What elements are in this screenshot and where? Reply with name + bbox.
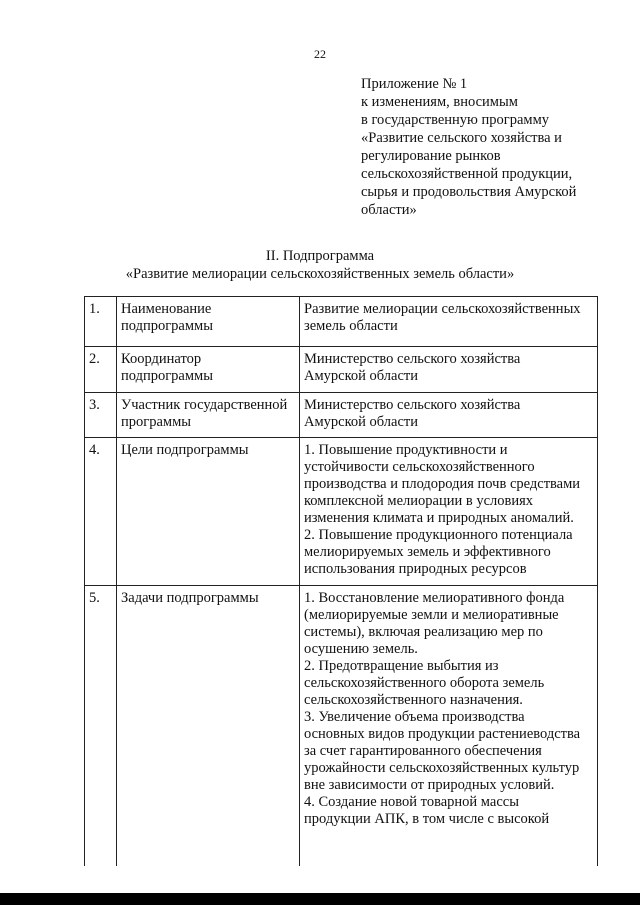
appendix-line: «Развитие сельского хозяйства и [361,130,562,146]
appendix-line: регулирование рынков [361,148,501,164]
table-row [85,297,598,347]
row-number: 2. [85,347,117,393]
row-number: 3. [85,393,117,438]
scan-edge [0,893,640,905]
appendix-note [361,75,621,219]
row-value: 1. Повышение продуктивности и устойчивости сельскохозяйственного производства и плодородия почв средствами комплексной мелиорации в условиях изменения климата и природных аномалий. 2. Повышение продукционного потенциала мелиорируемых земель и эффективного использования природных ресурсов [300,438,598,586]
heading-title: «Развитие мелиорации сельскохозяйственных земель области» [125,266,515,282]
row-number: 4. [85,438,117,586]
table-row [85,586,598,867]
appendix-line: Приложение № 1 [361,76,468,92]
appendix-line: сельскохозяйственной продукции, [361,166,573,182]
table-row [85,438,598,586]
row-number: 5. [85,586,117,867]
row-value: Министерство сельского хозяйства Амурской области [300,347,598,393]
row-label: Участник государственной программы [117,393,300,438]
appendix-line: в государственную программу [361,112,550,128]
table-row [85,393,598,438]
row-label: Цели подпрограммы [117,438,300,586]
appendix-line: области» [361,202,417,218]
row-value: Министерство сельского хозяйства Амурской области [300,393,598,438]
row-number: 1. [85,297,117,347]
appendix-line: сырья и продовольствия Амурской [361,184,577,200]
subprogram-passport-table [84,296,598,866]
page-number: 22 [314,47,326,61]
subprogram-heading [0,247,640,283]
row-label: Координатор подпрограммы [117,347,300,393]
row-value: 1. Восстановление мелиоративного фонда (мелиорируемые земли и мелиоративные системы), включая реализацию мер по осушению земель. 2. Предотвращение выбытия из сельскохозяйственного оборота земель сельскохозяйственного назначения. 3. Увеличение объема производства основных видов продукции растениеводства за счет гарантированного обеспечения урожайности сельскохозяйственных культур вне зависимости от природных условий. 4. Создание новой товарной массы продукции АПК, в том числе с высокой [300,586,598,867]
table-row [85,347,598,393]
row-label: Наименование подпрограммы [117,297,300,347]
appendix-line: к изменениям, вносимым [361,94,518,110]
heading-line: II. Подпрограмма [265,248,375,264]
row-value: Развитие мелиорации сельскохозяйственных земель области [300,297,598,347]
row-label: Задачи подпрограммы [117,586,300,867]
